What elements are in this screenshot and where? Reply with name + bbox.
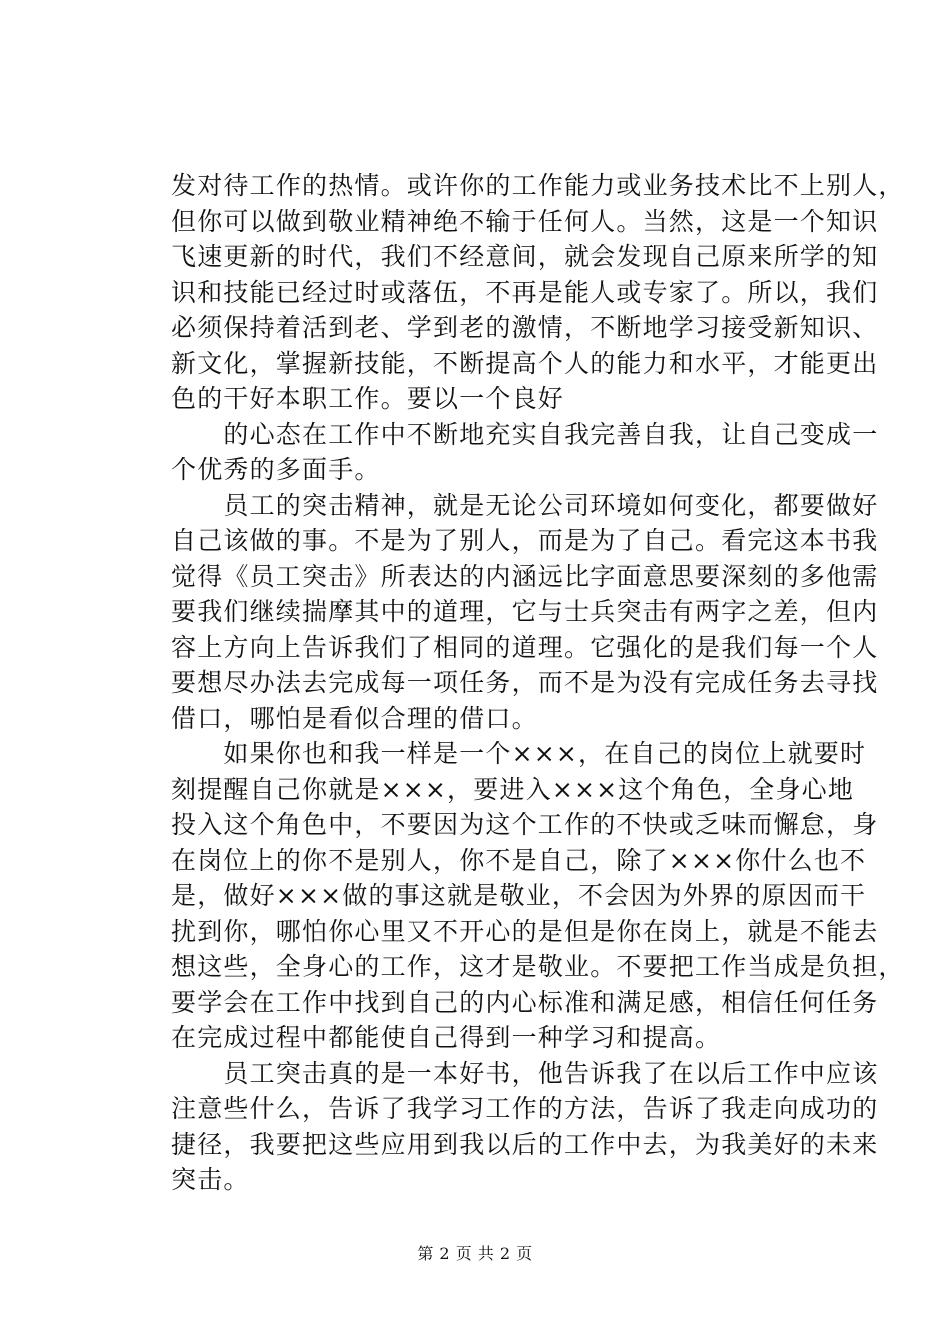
text-line: 在岗位上的你不是别人，你不是自己，除了×××你什么也不 [171,845,867,875]
text-line: 扰到你，哪怕你心里又不开心的是但是你在岗上，就是不能去 [171,916,879,946]
text-line: 飞速更新的时代，我们不经意间，就会发现自己原来所学的知 [171,242,879,271]
text-line: 个优秀的多面手。 [171,455,381,484]
text-line: 发对待工作的热情。或许你的工作能力或业务技术比不上别人， [171,171,905,200]
text-line: 投入这个角色中，不要因为这个工作的不快或乏味而懈怠，身 [171,810,879,839]
text-line: 要学会在工作中找到自己的内心标准和满足感，相信任何任务 [171,987,879,1017]
text-line: 要想尽办法去完成每一项任务，而不是为没有完成任务去寻找 [171,668,879,697]
text-line: 员工突击真的是一本好书，他告诉我了在以后工作中应该 [171,1058,879,1088]
text-line: 容上方向上告诉我们了相同的道理。它强化的是我们每一个人 [171,632,879,662]
text-line: 刻提醒自己你就是×××，要进入×××这个角色，全身心地 [171,774,855,804]
text-line: 觉得《员工突击》所表达的内涵远比字面意思要深刻的多他需 [171,561,879,591]
page-footer [0,1244,950,1264]
text-line: 是，做好×××做的事这就是敬业，不会因为外界的原因而干 [171,881,867,910]
text-line: 色的干好本职工作。要以一个良好 [171,384,565,413]
page-number-label: 第 2 页 共 2 页 [417,1244,533,1263]
text-line: 注意些什么，告诉了我学习工作的方法，告诉了我走向成功的 [171,1094,879,1123]
text-line: 自己该做的事。不是为了别人，而是为了自己。看完这本书我 [171,526,879,555]
text-line: 突击。 [171,1165,250,1194]
text-line: 的心态在工作中不断地充实自我完善自我，让自己变成一 [171,419,879,449]
text-line: 必须保持着活到老、学到老的激情，不断地学习接受新知识、 [171,313,879,342]
document-body [171,168,905,1198]
text-line: 识和技能已经过时或落伍，不再是能人或专家了。所以，我们 [171,277,879,307]
text-line: 要我们继续揣摩其中的道理，它与士兵突击有两字之差，但内 [171,597,879,626]
text-line: 但你可以做到敬业精神绝不输于任何人。当然，这是一个知识 [171,206,879,236]
text-line: 在完成过程中都能使自己得到一种学习和提高。 [171,1023,722,1052]
text-line: 如果你也和我一样是一个×××，在自己的岗位上就要时 [171,739,867,768]
text-line: 想这些，全身心的工作，这才是敬业。不要把工作当成是负担， [171,952,905,981]
text-line: 捷径，我要把这些应用到我以后的工作中去，为我美好的未来 [171,1129,879,1159]
text-line: 员工的突击精神，就是无论公司环境如何变化，都要做好 [171,490,879,520]
text-line: 借口，哪怕是看似合理的借口。 [171,703,538,733]
text-line: 新文化，掌握新技能，不断提高个人的能力和水平，才能更出 [171,348,879,378]
